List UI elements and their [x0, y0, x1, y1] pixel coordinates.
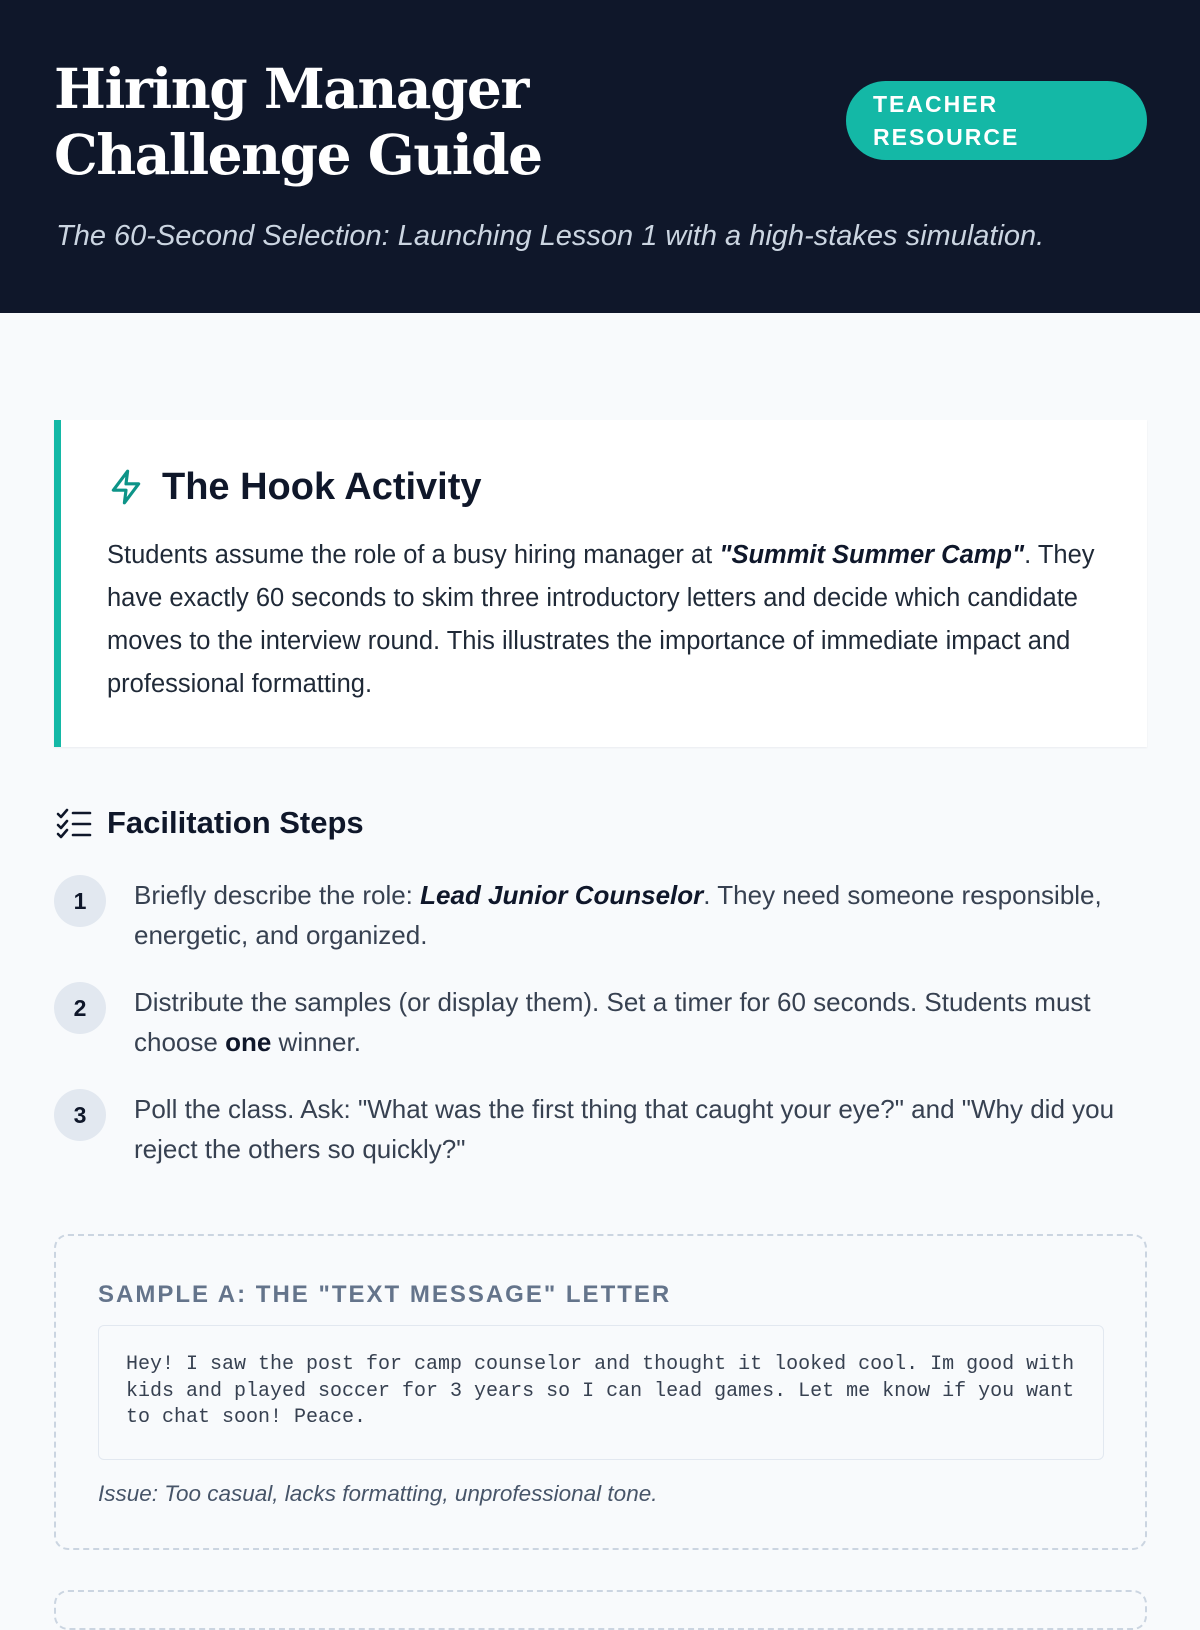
page-header: [0, 0, 1200, 313]
step-number: 1: [54, 875, 106, 927]
page-title: Hiring Manager Challenge Guide: [54, 56, 542, 187]
lightning-icon: [107, 468, 145, 506]
sample-a-card: [54, 1234, 1147, 1550]
sample-letter: Hey! I saw the post for camp counselor and thought it looked cool. Im good with kids and played soccer for 3 years so I can lead games. Let me know if you want to chat soon! Peace.: [98, 1325, 1104, 1460]
teacher-resource-badge: TEACHER RESOURCE: [846, 81, 1147, 160]
step-text: Briefly describe the role: Lead Junior Counselor. They need someone responsible, energetic, and organized.: [134, 880, 1102, 950]
step-text: Poll the class. Ask: "What was the first thing that caught your eye?" and "Why did you reject the others so quickly?": [134, 1094, 1115, 1164]
sample-issue: Issue: Too casual, lacks formatting, unprofessional tone.: [98, 1481, 658, 1506]
page-subtitle: The 60-Second Selection: Launching Lesson 1 with a high-stakes simulation.: [56, 220, 1045, 252]
next-sample-card: [54, 1590, 1147, 1630]
checklist-icon: [56, 808, 92, 840]
step-text: Distribute the samples (or display them). Set a timer for 60 seconds. Students must choose one winner.: [134, 987, 1091, 1057]
facilitation-steps-title: Facilitation Steps: [107, 805, 364, 840]
step-number: 2: [54, 982, 106, 1034]
sample-label: SAMPLE A: THE "TEXT MESSAGE" LETTER: [98, 1281, 672, 1308]
hook-title: The Hook Activity: [162, 466, 482, 508]
step-number: 3: [54, 1089, 106, 1141]
camp-name: "Summit Summer Camp": [719, 541, 1025, 569]
hook-description: Students assume the role of a busy hiring manager at "Summit Summer Camp". They have exactly 60 seconds to skim three introductory letters and decide which candidate moves to the interview round. This illustrates the importance of immediate impact and professional formatting.: [107, 541, 1095, 698]
hook-activity-card: [54, 420, 1147, 747]
